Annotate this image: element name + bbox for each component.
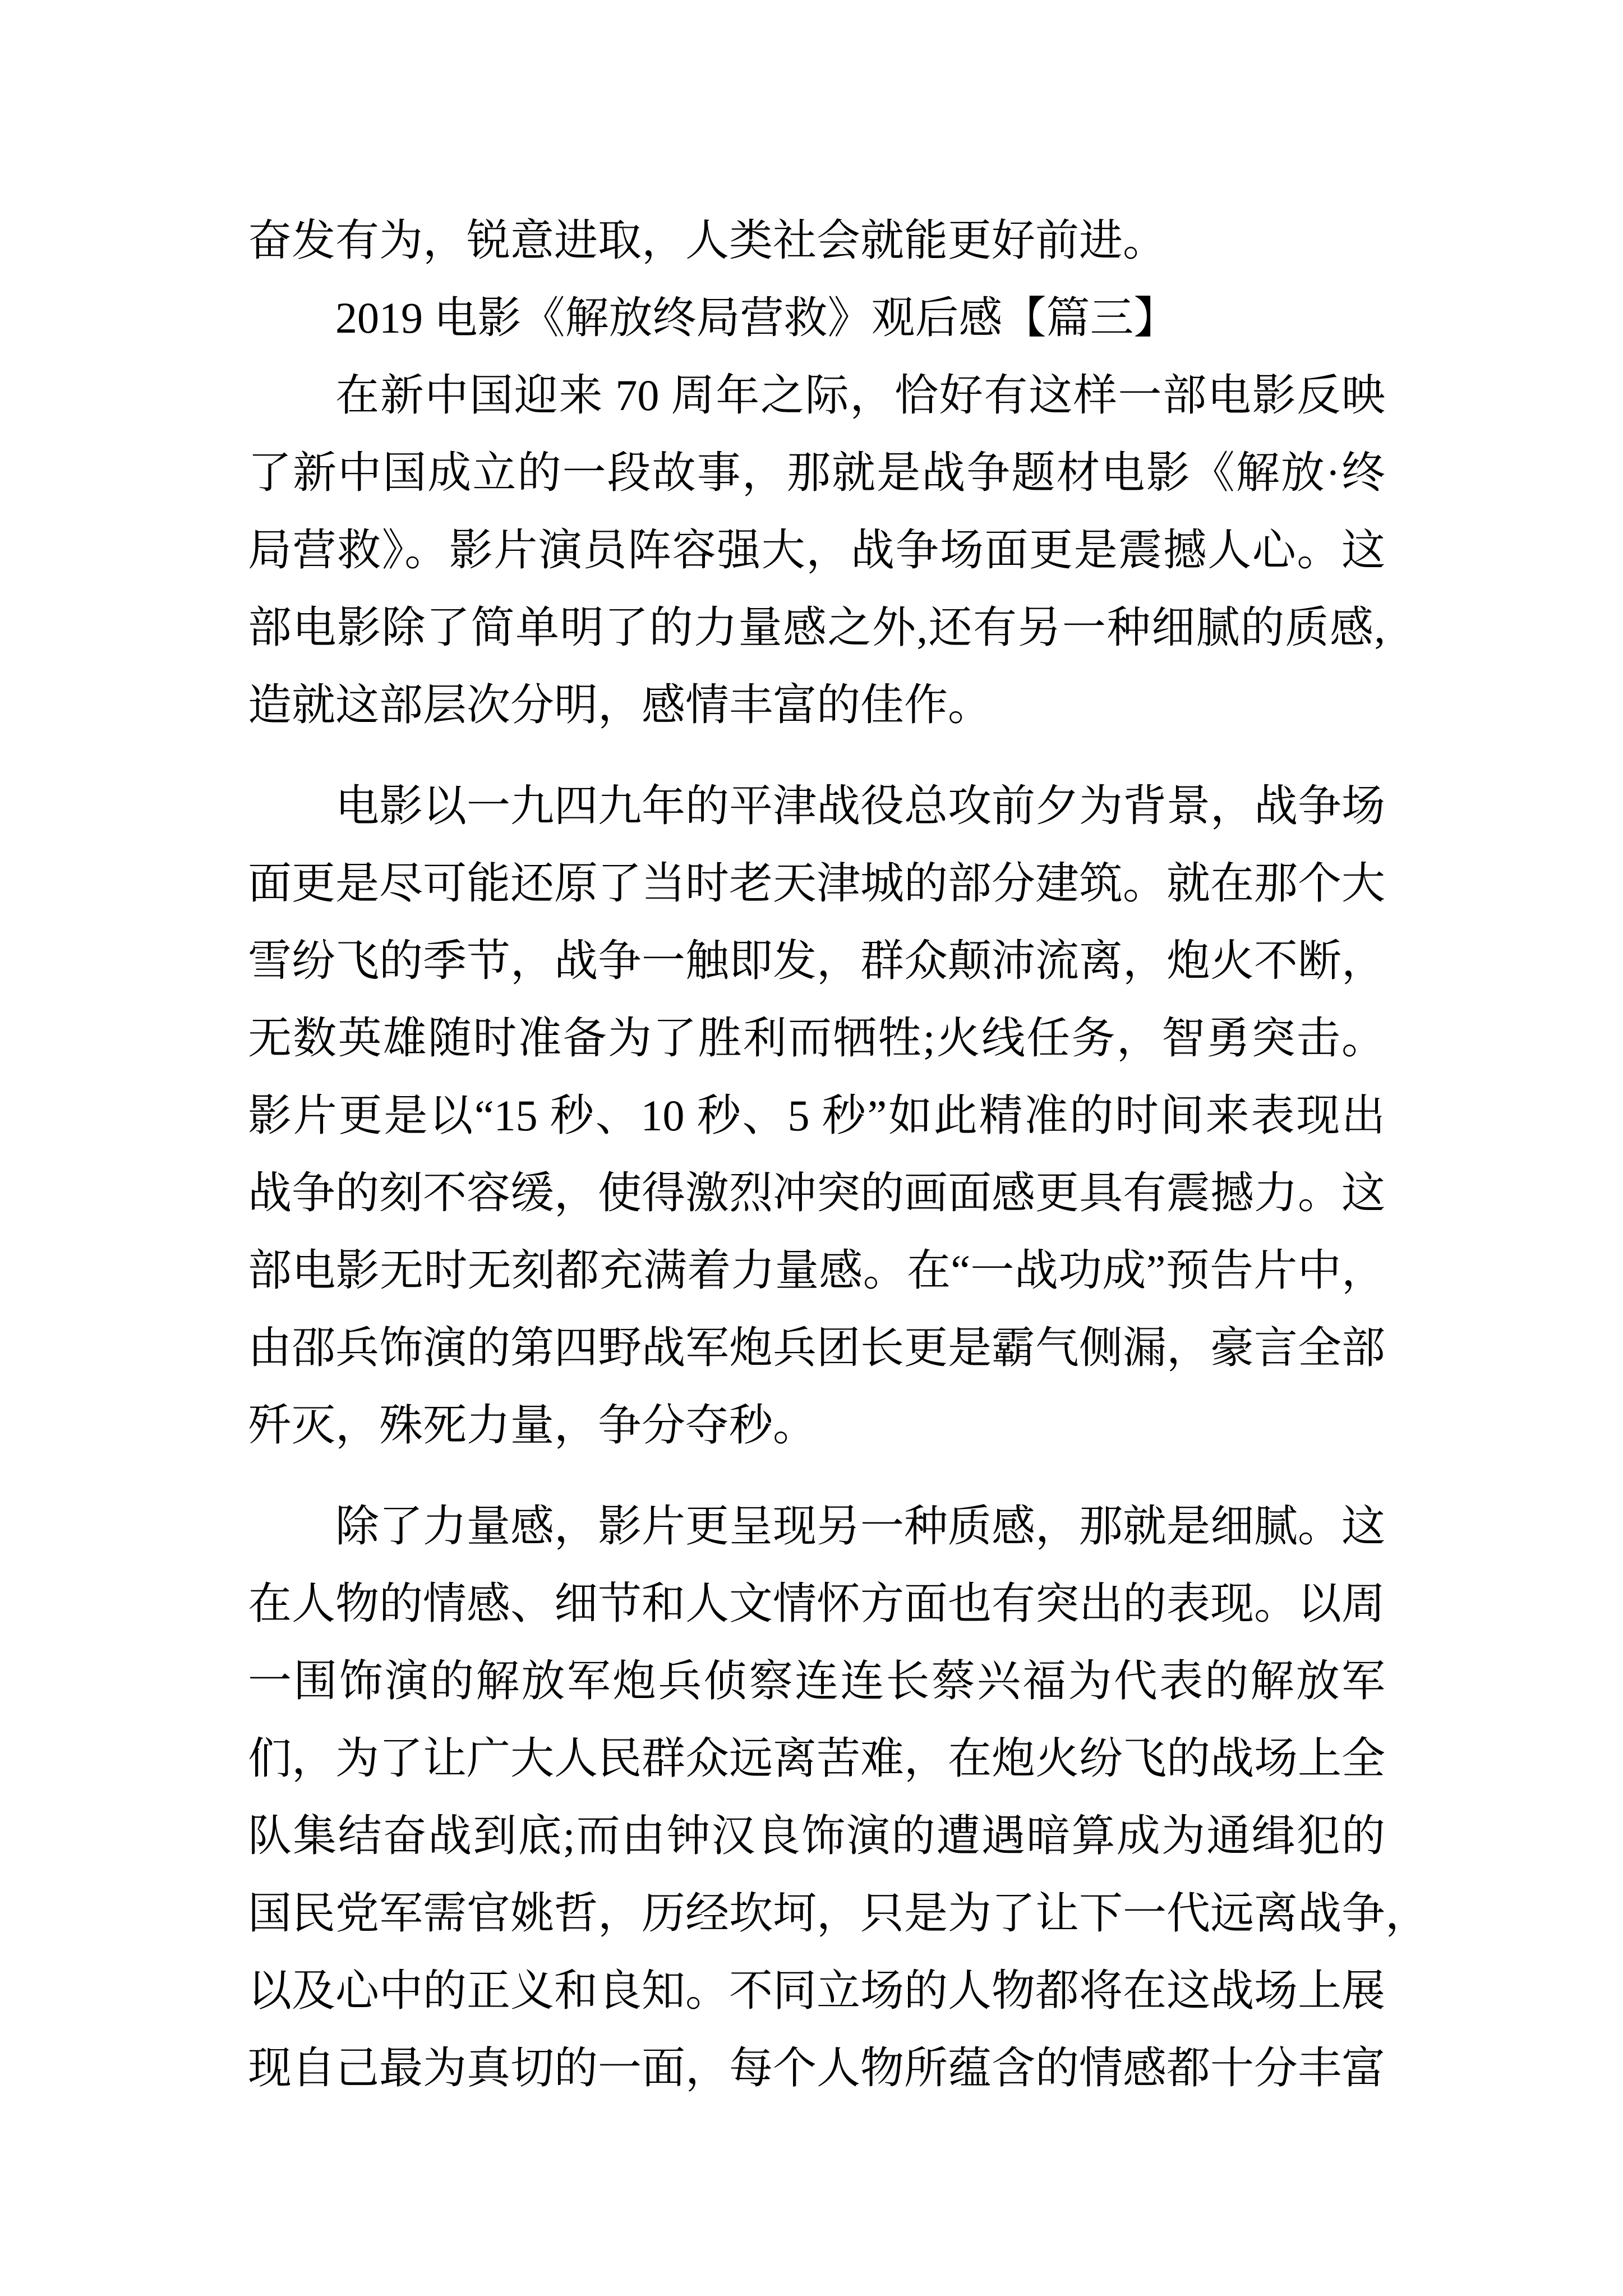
paragraph-line: 面更是尽可能还原了当时老天津城的部分建筑。就在那个大 (248, 859, 1386, 908)
paragraph-line: 部电影无时无刻都充满着力量感。在“一战功成”预告片中， (248, 1246, 1385, 1295)
continued-paragraph (248, 202, 1385, 279)
paragraph-line: 队集结奋战到底;而由钟汉良饰演的遭遇暗算成为通缉犯的 (248, 1811, 1385, 1860)
paragraph-line: 奋发有为，锐意进取，人类社会就能更好前进。 (248, 216, 1167, 265)
paragraph-line: 除了力量感，影片更呈现另一种质感，那就是细腻。这 (335, 1502, 1386, 1550)
paragraph (248, 767, 1385, 1464)
section-title-block (248, 279, 1385, 357)
paragraph-line: 现自己最为真切的一面，每个人物所蕴含的情感都十分丰富 (248, 2044, 1386, 2092)
paragraph-line: 以及心中的正义和良知。不同立场的人物都将在这战场上展 (248, 1966, 1386, 2015)
paragraph-line: 一围饰演的解放军炮兵侦察连连长蔡兴福为代表的解放军 (248, 1657, 1385, 1705)
paragraph-line: 国民党军需官姚哲，历经坎坷，只是为了让下一代远离战争， (248, 1889, 1430, 1938)
paragraph-line: 了新中国成立的一段故事，那就是战争题材电影《解放·终 (248, 448, 1385, 497)
section-title: 2019 电影《解放终局营救》观后感【篇三】 (335, 293, 1178, 342)
paragraph-line: 影片更是以“15 秒、10 秒、5 秒”如此精准的时间来表现出 (248, 1091, 1385, 1140)
paragraph (248, 1488, 1430, 2107)
paragraph (248, 357, 1385, 744)
paragraph-line: 在人物的情感、细节和人文情怀方面也有突出的表现。以周 (248, 1579, 1386, 1628)
document-body (248, 202, 1430, 2107)
paragraph-line: 在新中国迎来 70 周年之际，恰好有这样一部电影反映 (335, 371, 1385, 420)
paragraph-line: 由邵兵饰演的第四野战军炮兵团长更是霸气侧漏，豪言全部 (248, 1323, 1386, 1372)
paragraph-line: 部电影除了简单明了的力量感之外,还有另一种细腻的质感, (248, 603, 1385, 652)
paragraph-line: 战争的刻不容缓，使得激烈冲突的画面感更具有震撼力。这 (248, 1168, 1386, 1217)
paragraph-line: 造就这部层次分明，感情丰富的佳作。 (248, 680, 992, 729)
paragraph-line: 无数英雄随时准备为了胜利而牺牲;火线任务，智勇突击。 (248, 1014, 1385, 1062)
paragraph-line: 局营救》。影片演员阵容强大，战争场面更是震撼人心。这 (248, 526, 1385, 574)
paragraph-line: 们，为了让广大人民群众远离苦难，在炮火纷飞的战场上全 (248, 1734, 1386, 1783)
paragraph-line: 雪纷飞的季节，战争一触即发，群众颠沛流离，炮火不断， (248, 936, 1386, 985)
paragraph-line: 歼灭，殊死力量，争分夺秒。 (248, 1401, 817, 1450)
paragraph-line: 电影以一九四九年的平津战役总攻前夕为背景，战争场 (335, 781, 1386, 830)
